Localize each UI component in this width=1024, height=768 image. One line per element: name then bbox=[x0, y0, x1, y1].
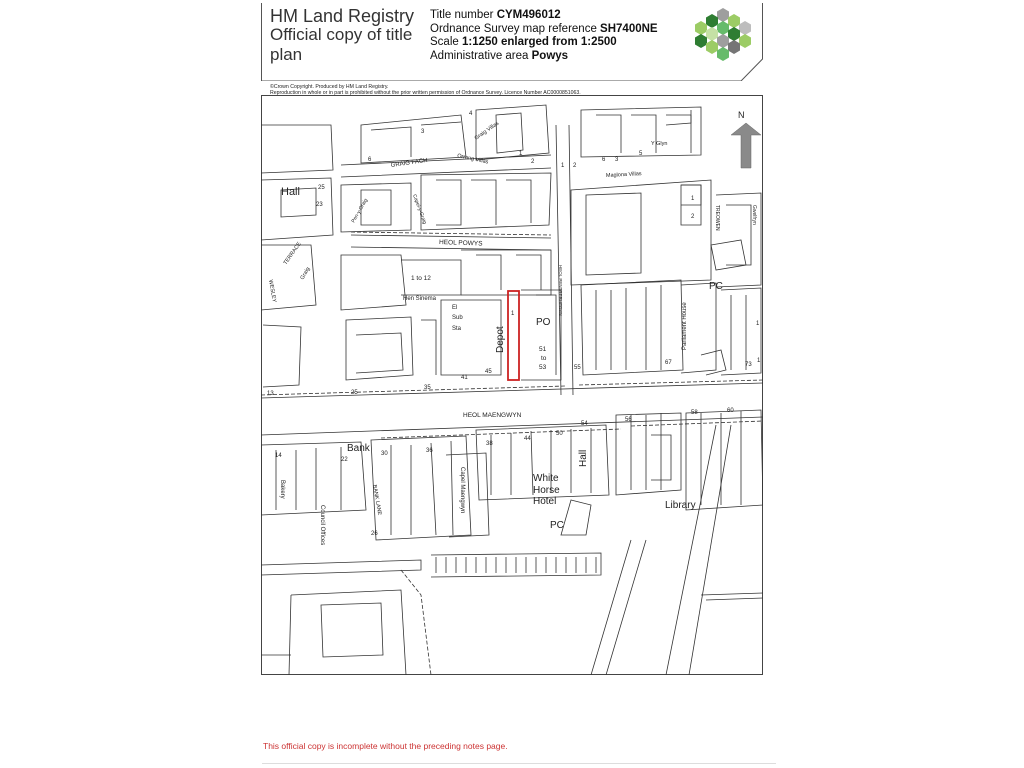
house-number: 67 bbox=[665, 360, 672, 366]
os-ref: SH7400NE bbox=[600, 22, 658, 35]
street-graig: Graig bbox=[299, 266, 312, 281]
street-graig-villas: Graig Villas bbox=[473, 120, 501, 142]
os-ref-label: Ordnance Survey map reference bbox=[430, 22, 597, 35]
footer-divider bbox=[262, 763, 776, 764]
house-number: 1 bbox=[756, 321, 760, 327]
street-heol-maengwyn: HEOL MAENGWYN bbox=[463, 412, 522, 419]
label-white-horse-2: Horse bbox=[533, 485, 560, 496]
house-number: 1 bbox=[511, 311, 515, 317]
street-bank-lane: BANK LANE bbox=[371, 484, 383, 516]
land-registry-logo bbox=[693, 4, 753, 64]
label-hall-nw: Hall bbox=[281, 186, 300, 198]
house-number: 1 bbox=[757, 358, 761, 364]
house-number: 5 bbox=[639, 151, 643, 157]
title-metadata bbox=[430, 9, 658, 63]
label-po: PO bbox=[536, 317, 551, 328]
label-hen-sinema: Hen Sinema bbox=[403, 296, 437, 302]
house-number: 23 bbox=[316, 202, 323, 208]
label-bank: Bank bbox=[347, 443, 370, 454]
document-type: Official copy of title plan bbox=[270, 25, 413, 64]
north-label: N bbox=[738, 110, 745, 120]
label-1-to-12: 1 to 12 bbox=[411, 275, 431, 282]
scale-label: Scale bbox=[430, 36, 459, 48]
house-number: 35 bbox=[424, 385, 431, 391]
admin-area-label: Administrative area bbox=[430, 49, 529, 62]
house-number: 6 bbox=[368, 157, 372, 163]
title-plan-map bbox=[261, 95, 763, 675]
label-white-horse-3: Hotel bbox=[533, 496, 557, 507]
house-number: 13 bbox=[267, 391, 274, 397]
house-number: 60 bbox=[727, 408, 734, 414]
scale-row bbox=[430, 36, 658, 50]
street-graig-fach: GRAIG FACH bbox=[390, 157, 428, 169]
house-number: 41 bbox=[461, 375, 468, 381]
label-53: 53 bbox=[539, 364, 547, 371]
house-number: 45 bbox=[485, 369, 492, 375]
house-number: 2 bbox=[691, 214, 695, 220]
house-number: 54 bbox=[581, 421, 588, 427]
house-number: 56 bbox=[625, 417, 632, 423]
house-number: 3 bbox=[421, 129, 425, 135]
house-number: 1 bbox=[519, 151, 523, 157]
title-number-row bbox=[430, 9, 658, 23]
house-number: 2 bbox=[531, 159, 535, 165]
label-to: to bbox=[541, 355, 547, 362]
copyright-line-1: ©Crown Copyright. Produced by HM Land Registry. bbox=[270, 84, 389, 90]
incomplete-copy-note: This official copy is incomplete without the preceding notes page. bbox=[263, 741, 508, 751]
house-number: 44 bbox=[524, 436, 531, 442]
label-capel-maengwyn: Capel Maengwyn bbox=[459, 467, 465, 514]
title-number: CYM496012 bbox=[496, 9, 561, 21]
street-wesley: WESLEY bbox=[267, 279, 277, 303]
street-pen-y-graig: Pen-y-Graig bbox=[350, 197, 370, 224]
label-el-sub-sta-3: Sta bbox=[452, 326, 462, 332]
label-el-sub-sta-1: El bbox=[452, 305, 458, 311]
street-heol-pentrerhedyn: HEOL PENTRERHEDYN bbox=[558, 265, 563, 316]
admin-area: Powys bbox=[531, 49, 569, 62]
label-parliament-house: Parliament House bbox=[682, 302, 688, 350]
label-depot: Depot bbox=[495, 326, 506, 353]
label-pc-ne: PC bbox=[709, 281, 723, 292]
house-number: 14 bbox=[275, 453, 282, 459]
house-number: 58 bbox=[691, 410, 698, 416]
house-number: 6 bbox=[602, 157, 606, 163]
os-ref-row bbox=[430, 23, 658, 37]
house-number: 1 bbox=[561, 163, 565, 169]
house-number: 3 bbox=[615, 157, 619, 163]
house-number: 38 bbox=[486, 441, 493, 447]
house-number: 36 bbox=[426, 448, 433, 454]
street-capel-y-graig: Capel-y-Graig bbox=[411, 193, 428, 225]
house-number: 30 bbox=[381, 451, 388, 457]
house-number: 73 bbox=[745, 362, 752, 368]
house-number: 25 bbox=[351, 390, 358, 396]
street-terrace: TERRACE bbox=[282, 241, 303, 267]
label-white-horse-1: White bbox=[533, 473, 559, 484]
scale-value: 1:1250 enlarged from 1:2500 bbox=[461, 36, 617, 48]
street-heol-powys: HEOL POWYS bbox=[438, 239, 483, 248]
house-number: 55 bbox=[574, 365, 581, 371]
label-bakery: Bakery bbox=[279, 480, 285, 499]
admin-area-row bbox=[430, 50, 658, 64]
label-council-offices: Council Offices bbox=[319, 505, 325, 546]
label-el-sub-sta-2: Sub bbox=[452, 315, 463, 321]
street-treowen: TREOWEN bbox=[714, 205, 720, 231]
label-library: Library bbox=[665, 500, 696, 511]
organisation-name: HM Land Registry bbox=[270, 6, 415, 26]
house-number: 26 bbox=[371, 531, 378, 537]
house-number: 4 bbox=[469, 111, 473, 117]
house-number: 50 bbox=[556, 431, 563, 437]
street-y-glyn: Y Glyn bbox=[651, 141, 668, 147]
copyright-line-2: Reproduction in whole or in part is prohibited without the prior written permission of Ordnance Survey. Licence Number AC0000851063. bbox=[270, 90, 581, 96]
house-number: 25 bbox=[318, 185, 325, 191]
title-number-label: Title number bbox=[430, 9, 494, 21]
house-number: 22 bbox=[341, 457, 348, 463]
label-51: 51 bbox=[539, 346, 547, 353]
street-maglona-villas: Maglona Villas bbox=[605, 171, 642, 179]
house-number: 1 bbox=[691, 196, 695, 202]
street-gwelfryn: Gwelfryn bbox=[751, 205, 757, 225]
house-number: 2 bbox=[573, 163, 577, 169]
label-pc-s: PC bbox=[550, 520, 564, 531]
label-hall-s: Hall bbox=[578, 449, 589, 467]
street-orrang-villas: Orrang Villas bbox=[456, 153, 489, 166]
